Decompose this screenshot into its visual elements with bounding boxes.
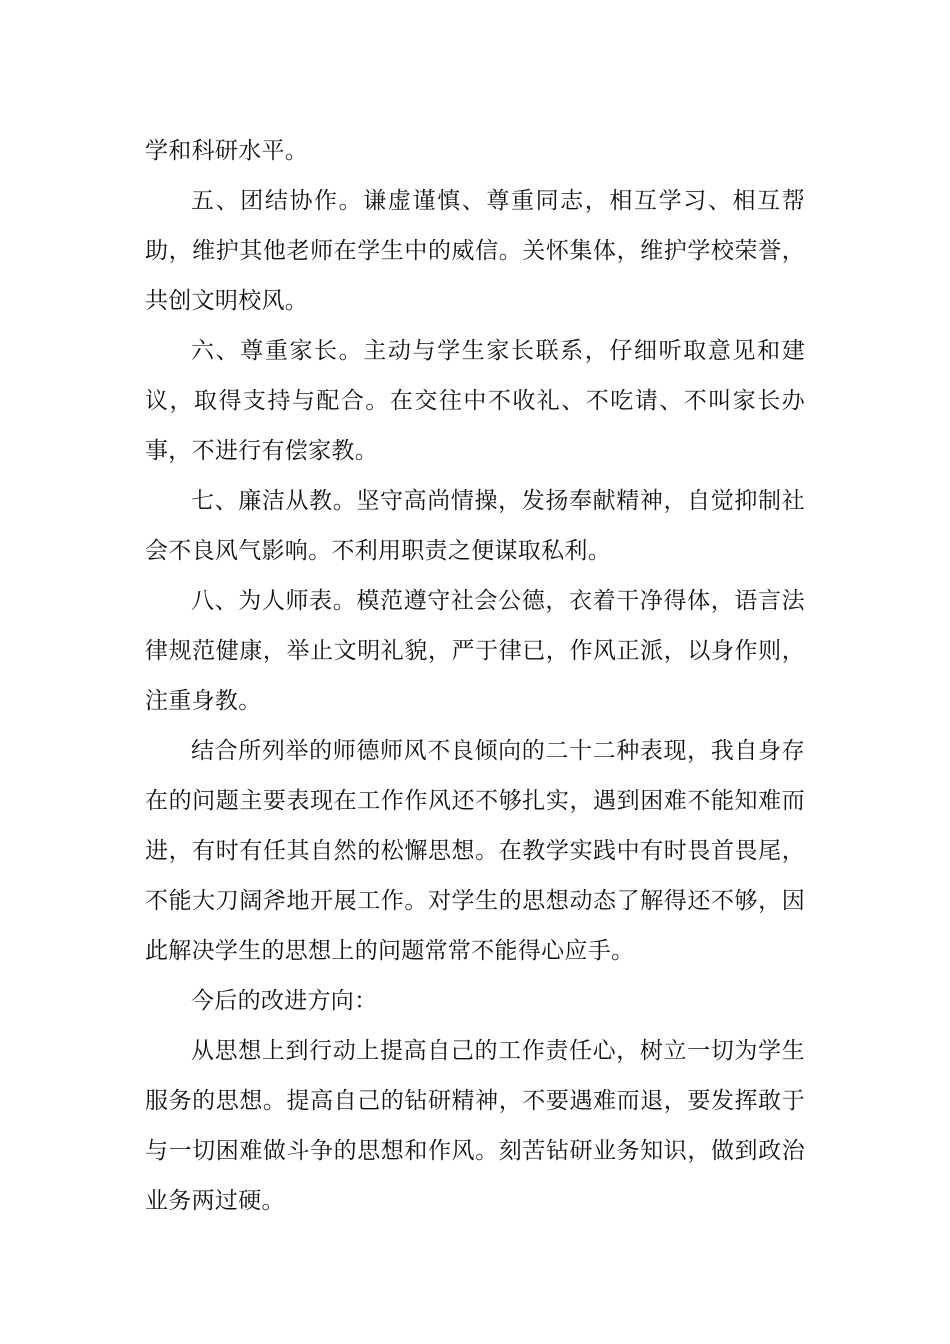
- paragraph-item-seven: 七、廉洁从教。坚守高尚情操，发扬奉献精神，自觉抑制社会不良风气影响。不利用职责之便谋取私利。: [145, 488, 805, 564]
- paragraph-item-eight: 八、为人师表。模范遵守社会公德，衣着干净得体，语言法律规范健康，举止文明礼貌，严于律已，作风正派，以身作则，注重身教。: [145, 588, 805, 714]
- paragraph-improvement-plan: 从思想上到行动上提高自己的工作责任心，树立一切为学生服务的思想。提高自己的钻研精神，不要遇难而退，要发挥敢于与一切困难做斗争的思想和作风。刻苦钻研业务知识，做到政治业务两过硬。: [145, 1038, 805, 1214]
- paragraph-item-six: 六、尊重家长。主动与学生家长联系，仔细听取意见和建议，取得支持与配合。在交往中不收礼、不吃请、不叫家长办事，不进行有偿家教。: [145, 338, 805, 464]
- paragraph-item-five: 五、团结协作。谦虚谨慎、尊重同志，相互学习、相互帮助，维护其他老师在学生中的威信。关怀集体，维护学校荣誉，共创文明校风。: [145, 188, 805, 314]
- paragraph-continuation: 学和科研水平。: [145, 138, 309, 164]
- paragraph-self-assessment: 结合所列举的师德师风不良倾向的二十二种表现，我自身存在的问题主要表现在工作作风还不够扎实，遇到困难不能知难而进，有时有任其自然的松懈思想。在教学实践中有时畏首畏尾，不能大刀阔斧地开展工作。对学生的思想动态了解得还不够，因此解决学生的思想上的问题常常不能得心应手。: [145, 738, 805, 964]
- paragraph-improvement-heading: 今后的改进方向：: [191, 988, 378, 1014]
- document-body: [145, 126, 805, 1226]
